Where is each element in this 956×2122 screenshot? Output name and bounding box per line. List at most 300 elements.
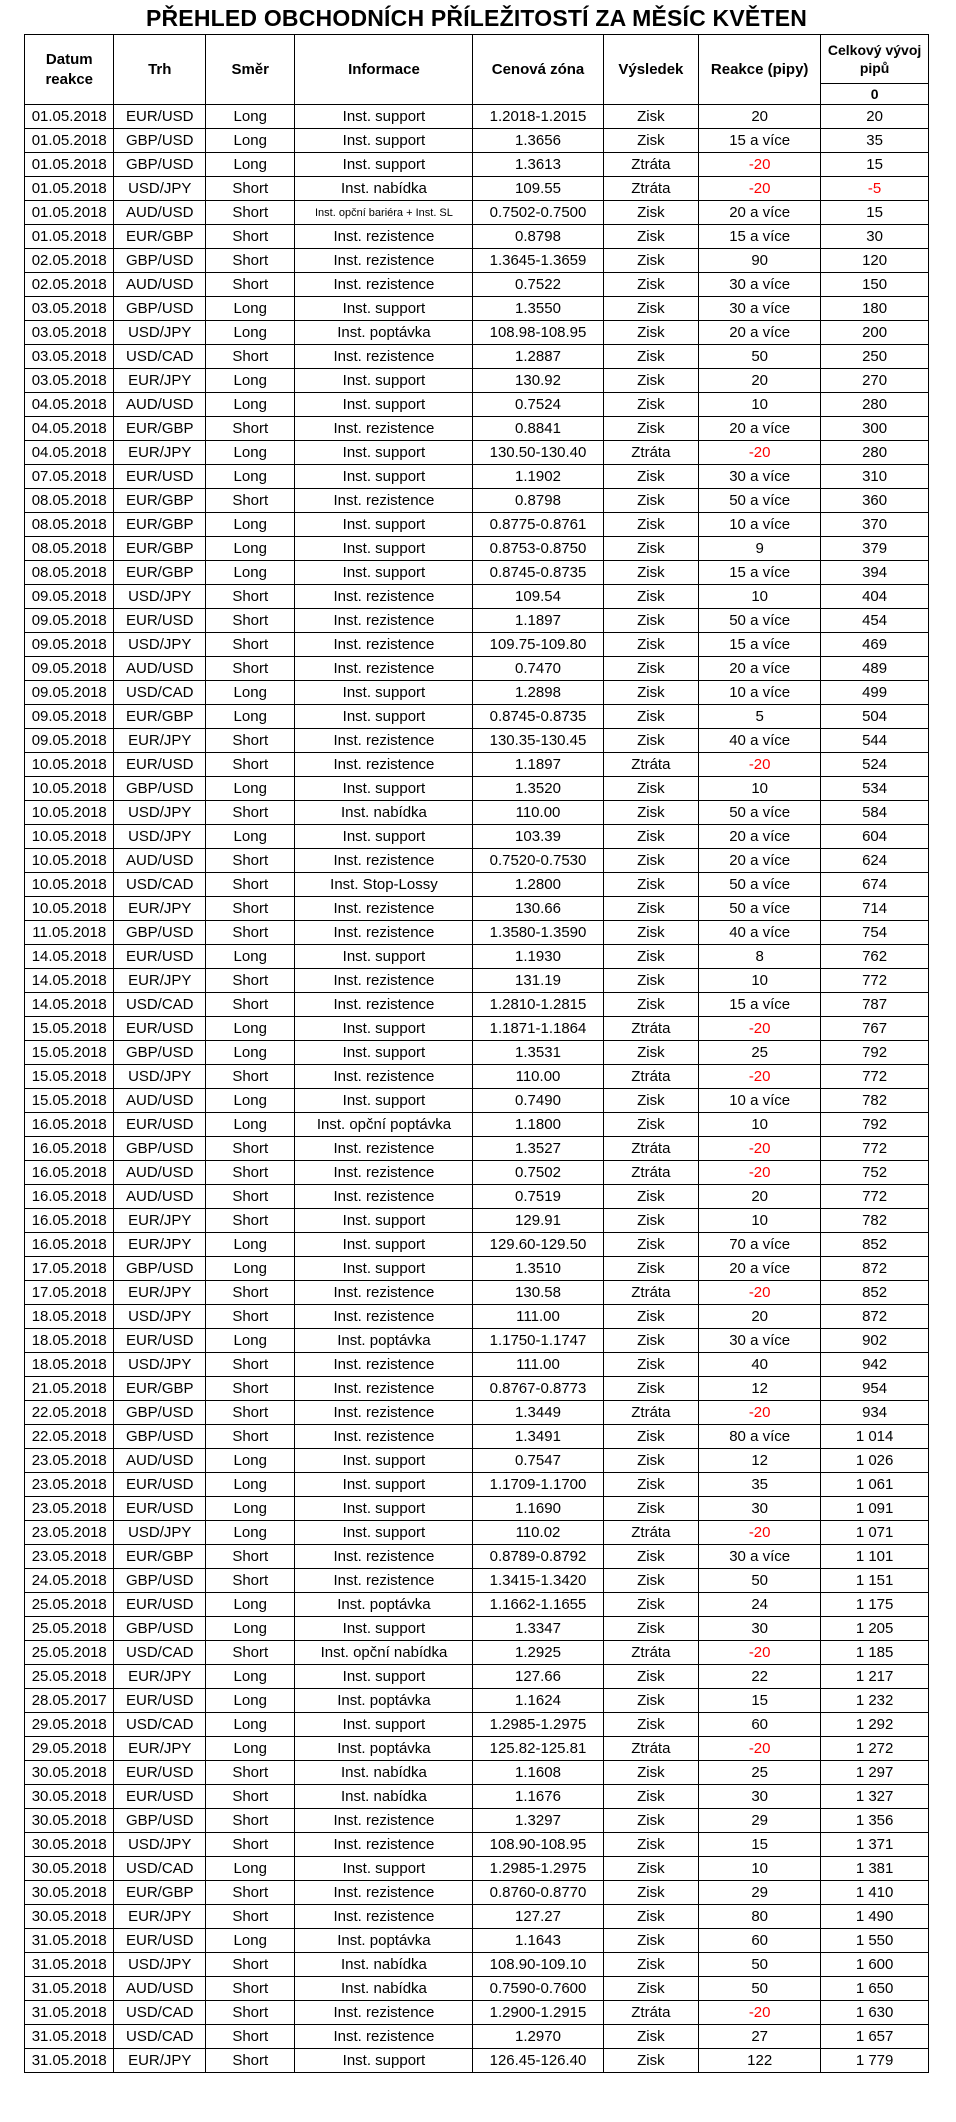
cell-vysledek: Zisk (603, 2049, 699, 2073)
cell-zona: 0.8767-0.8773 (473, 1377, 603, 1401)
cell-vysledek: Zisk (603, 1209, 699, 1233)
cell-vyvoj: 1 101 (821, 1545, 929, 1569)
cell-vyvoj: 1 014 (821, 1425, 929, 1449)
cell-datum: 30.05.2018 (25, 1785, 114, 1809)
cell-trh: EUR/JPY (114, 1737, 206, 1761)
cell-datum: 16.05.2018 (25, 1113, 114, 1137)
cell-reakce: -20 (699, 1641, 821, 1665)
cell-reakce: 50 a více (699, 489, 821, 513)
table-row (25, 1233, 929, 1257)
cell-informace: Inst. opční bariéra + Inst. SL (295, 201, 473, 225)
cell-smer: Long (206, 1665, 295, 1689)
cell-informace: Inst. poptávka (295, 1689, 473, 1713)
cell-zona: 1.1662-1.1655 (473, 1593, 603, 1617)
cell-vysledek: Zisk (603, 201, 699, 225)
cell-smer: Short (206, 609, 295, 633)
cell-smer: Long (206, 1737, 295, 1761)
cell-zona: 127.27 (473, 1905, 603, 1929)
table-row (25, 609, 929, 633)
table-row (25, 777, 929, 801)
cell-trh: AUD/USD (114, 201, 206, 225)
cell-informace: Inst. support (295, 1713, 473, 1737)
cell-vyvoj: 772 (821, 969, 929, 993)
table-row (25, 1545, 929, 1569)
cell-vyvoj: 852 (821, 1281, 929, 1305)
cell-vyvoj: 270 (821, 369, 929, 393)
table-row (25, 1833, 929, 1857)
cell-reakce: 90 (699, 249, 821, 273)
cell-datum: 30.05.2018 (25, 1833, 114, 1857)
cell-informace: Inst. rezistence (295, 1833, 473, 1857)
cell-datum: 09.05.2018 (25, 609, 114, 633)
cell-vyvoj: 1 071 (821, 1521, 929, 1545)
cell-reakce: 20 a více (699, 417, 821, 441)
table-row (25, 585, 929, 609)
cell-datum: 01.05.2018 (25, 201, 114, 225)
cell-vysledek: Zisk (603, 1305, 699, 1329)
cell-reakce: 60 (699, 1713, 821, 1737)
cell-vysledek: Ztráta (603, 1641, 699, 1665)
table-row (25, 1449, 929, 1473)
cell-datum: 09.05.2018 (25, 729, 114, 753)
cell-smer: Long (206, 129, 295, 153)
cell-vysledek: Ztráta (603, 1281, 699, 1305)
cell-vyvoj: 714 (821, 897, 929, 921)
cell-reakce: -20 (699, 1137, 821, 1161)
cell-reakce: 15 (699, 1833, 821, 1857)
cell-trh: EUR/JPY (114, 1905, 206, 1929)
cell-zona: 0.7590-0.7600 (473, 1977, 603, 2001)
cell-trh: AUD/USD (114, 1977, 206, 2001)
cell-reakce: 10 (699, 393, 821, 417)
cell-reakce: 50 (699, 345, 821, 369)
cell-vyvoj: 604 (821, 825, 929, 849)
cell-smer: Long (206, 1497, 295, 1521)
cell-datum: 09.05.2018 (25, 633, 114, 657)
cell-reakce: 20 a více (699, 825, 821, 849)
cell-vyvoj: 1 356 (821, 1809, 929, 1833)
cell-datum: 31.05.2018 (25, 2049, 114, 2073)
cell-vysledek: Zisk (603, 369, 699, 393)
cell-vyvoj: 15 (821, 201, 929, 225)
cell-datum: 10.05.2018 (25, 849, 114, 873)
table-row (25, 1953, 929, 1977)
cell-vyvoj: 1 490 (821, 1905, 929, 1929)
cell-zona: 1.2900-1.2915 (473, 2001, 603, 2025)
cell-datum: 15.05.2018 (25, 1089, 114, 1113)
cell-vysledek: Ztráta (603, 1137, 699, 1161)
cell-informace: Inst. rezistence (295, 609, 473, 633)
cell-vysledek: Zisk (603, 1113, 699, 1137)
cell-vyvoj: 792 (821, 1041, 929, 1065)
cell-datum: 01.05.2018 (25, 153, 114, 177)
cell-smer: Short (206, 201, 295, 225)
cell-trh: USD/CAD (114, 1713, 206, 1737)
cell-reakce: 50 a více (699, 801, 821, 825)
cell-reakce: 50 a více (699, 897, 821, 921)
cell-datum: 15.05.2018 (25, 1041, 114, 1065)
cell-vysledek: Zisk (603, 897, 699, 921)
cell-vysledek: Zisk (603, 777, 699, 801)
cell-smer: Long (206, 321, 295, 345)
cell-vysledek: Zisk (603, 633, 699, 657)
cell-datum: 11.05.2018 (25, 921, 114, 945)
cell-informace: Inst. nabídka (295, 177, 473, 201)
cell-reakce: 12 (699, 1377, 821, 1401)
cell-reakce: 20 (699, 105, 821, 129)
cell-informace: Inst. rezistence (295, 489, 473, 513)
cell-informace: Inst. rezistence (295, 1905, 473, 1929)
cell-reakce: -20 (699, 1017, 821, 1041)
cell-vyvoj: 1 650 (821, 1977, 929, 2001)
cell-smer: Long (206, 1233, 295, 1257)
cell-datum: 18.05.2018 (25, 1305, 114, 1329)
report-title: PŘEHLED OBCHODNÍCH PŘÍLEŽITOSTÍ ZA MĚSÍC KVĚTEN (145, 5, 808, 31)
cell-smer: Short (206, 345, 295, 369)
table-row (25, 897, 929, 921)
cell-zona: 1.2810-1.2815 (473, 993, 603, 1017)
cell-vyvoj: 300 (821, 417, 929, 441)
table-row (25, 1209, 929, 1233)
table-row (25, 1473, 929, 1497)
cell-zona: 1.3347 (473, 1617, 603, 1641)
cell-reakce: 10 a více (699, 1089, 821, 1113)
cell-zona: 1.3550 (473, 297, 603, 321)
cell-zona: 110.02 (473, 1521, 603, 1545)
cell-trh: EUR/USD (114, 1113, 206, 1137)
table-row (25, 273, 929, 297)
cell-smer: Long (206, 441, 295, 465)
table-row (25, 1113, 929, 1137)
cell-smer: Short (206, 1545, 295, 1569)
cell-datum: 31.05.2018 (25, 1953, 114, 1977)
cell-trh: GBP/USD (114, 1617, 206, 1641)
cell-reakce: 20 a více (699, 849, 821, 873)
cell-trh: USD/CAD (114, 2001, 206, 2025)
cell-informace: Inst. support (295, 945, 473, 969)
table-row (25, 1641, 929, 1665)
cell-reakce: 80 (699, 1905, 821, 1929)
table-row (25, 1593, 929, 1617)
cell-trh: EUR/JPY (114, 369, 206, 393)
cell-vyvoj: 1 410 (821, 1881, 929, 1905)
cell-smer: Long (206, 1617, 295, 1641)
cell-datum: 29.05.2018 (25, 1713, 114, 1737)
cell-trh: GBP/USD (114, 1257, 206, 1281)
cell-reakce: 50 a více (699, 873, 821, 897)
cell-vysledek: Zisk (603, 129, 699, 153)
cell-smer: Short (206, 2049, 295, 2073)
cell-smer: Short (206, 801, 295, 825)
cell-trh: EUR/USD (114, 1017, 206, 1041)
cell-smer: Short (206, 1185, 295, 1209)
cell-smer: Long (206, 105, 295, 129)
cell-zona: 0.7522 (473, 273, 603, 297)
cell-vyvoj: 1 327 (821, 1785, 929, 1809)
table-row (25, 1089, 929, 1113)
cell-smer: Long (206, 1041, 295, 1065)
cell-smer: Long (206, 393, 295, 417)
cell-smer: Short (206, 633, 295, 657)
cell-datum: 25.05.2018 (25, 1617, 114, 1641)
table-row (25, 1713, 929, 1737)
cell-vysledek: Zisk (603, 1881, 699, 1905)
cell-zona: 1.1897 (473, 609, 603, 633)
cell-vyvoj: 489 (821, 657, 929, 681)
cell-vyvoj: 1 091 (821, 1497, 929, 1521)
cell-smer: Short (206, 249, 295, 273)
cell-reakce: 20 (699, 1305, 821, 1329)
cell-smer: Long (206, 153, 295, 177)
cell-vysledek: Zisk (603, 945, 699, 969)
cell-datum: 31.05.2018 (25, 1977, 114, 2001)
cell-vysledek: Zisk (603, 921, 699, 945)
cell-datum: 30.05.2018 (25, 1905, 114, 1929)
cell-reakce: 70 a více (699, 1233, 821, 1257)
cell-vysledek: Zisk (603, 1353, 699, 1377)
cell-trh: EUR/GBP (114, 225, 206, 249)
cell-informace: Inst. rezistence (295, 633, 473, 657)
cell-informace: Inst. support (295, 705, 473, 729)
cell-vysledek: Zisk (603, 1785, 699, 1809)
cell-reakce: 50 (699, 1953, 821, 1977)
cell-smer: Short (206, 657, 295, 681)
table-row (25, 441, 929, 465)
table-row (25, 2049, 929, 2073)
cell-vyvoj: 1 630 (821, 2001, 929, 2025)
cell-zona: 125.82-125.81 (473, 1737, 603, 1761)
cell-vyvoj: 394 (821, 561, 929, 585)
cell-vysledek: Zisk (603, 657, 699, 681)
table-row (25, 225, 929, 249)
cell-vysledek: Zisk (603, 1545, 699, 1569)
cell-trh: USD/JPY (114, 633, 206, 657)
cell-zona: 130.92 (473, 369, 603, 393)
cell-vysledek: Zisk (603, 969, 699, 993)
cell-trh: EUR/JPY (114, 897, 206, 921)
cell-datum: 22.05.2018 (25, 1401, 114, 1425)
cell-smer: Long (206, 1473, 295, 1497)
cell-informace: Inst. rezistence (295, 585, 473, 609)
cell-reakce: 30 (699, 1497, 821, 1521)
cell-informace: Inst. rezistence (295, 1425, 473, 1449)
cell-trh: USD/JPY (114, 1065, 206, 1089)
cell-zona: 1.3645-1.3659 (473, 249, 603, 273)
cell-informace: Inst. support (295, 513, 473, 537)
cell-datum: 24.05.2018 (25, 1569, 114, 1593)
cell-informace: Inst. rezistence (295, 1353, 473, 1377)
cell-zona: 0.8775-0.8761 (473, 513, 603, 537)
cell-datum: 08.05.2018 (25, 561, 114, 585)
cell-zona: 1.2985-1.2975 (473, 1857, 603, 1881)
cell-datum: 23.05.2018 (25, 1449, 114, 1473)
cell-smer: Long (206, 369, 295, 393)
cell-vysledek: Zisk (603, 345, 699, 369)
cell-reakce: 10 (699, 777, 821, 801)
cell-trh: EUR/GBP (114, 489, 206, 513)
cell-reakce: 30 a více (699, 273, 821, 297)
cell-smer: Long (206, 1089, 295, 1113)
cell-smer: Short (206, 849, 295, 873)
table-row (25, 633, 929, 657)
cell-informace: Inst. rezistence (295, 2001, 473, 2025)
cell-vyvoj: 15 (821, 153, 929, 177)
cell-reakce: 122 (699, 2049, 821, 2073)
cell-vyvoj: 782 (821, 1209, 929, 1233)
cell-informace: Inst. rezistence (295, 897, 473, 921)
cell-vyvoj: 1 550 (821, 1929, 929, 1953)
cell-smer: Short (206, 1161, 295, 1185)
cell-trh: EUR/JPY (114, 441, 206, 465)
cell-vyvoj: 1 297 (821, 1761, 929, 1785)
table-row (25, 1065, 929, 1089)
cell-datum: 15.05.2018 (25, 1017, 114, 1041)
table-row (25, 1425, 929, 1449)
cell-vyvoj: 872 (821, 1305, 929, 1329)
cell-zona: 1.1608 (473, 1761, 603, 1785)
cell-zona: 130.50-130.40 (473, 441, 603, 465)
cell-reakce: 15 a více (699, 561, 821, 585)
cell-reakce: -20 (699, 177, 821, 201)
table-row (25, 1401, 929, 1425)
cell-smer: Short (206, 1377, 295, 1401)
cell-reakce: 35 (699, 1473, 821, 1497)
cell-zona: 109.55 (473, 177, 603, 201)
cell-zona: 0.7547 (473, 1449, 603, 1473)
cell-informace: Inst. support (295, 1017, 473, 1041)
cell-smer: Short (206, 993, 295, 1017)
cell-vysledek: Zisk (603, 1497, 699, 1521)
cell-zona: 1.3531 (473, 1041, 603, 1065)
table-row (25, 705, 929, 729)
cell-informace: Inst. rezistence (295, 729, 473, 753)
cell-zona: 129.60-129.50 (473, 1233, 603, 1257)
cell-trh: EUR/GBP (114, 417, 206, 441)
cell-reakce: 15 a více (699, 129, 821, 153)
cell-datum: 25.05.2018 (25, 1665, 114, 1689)
cell-trh: AUD/USD (114, 393, 206, 417)
cell-vyvoj: 454 (821, 609, 929, 633)
cell-datum: 28.05.2017 (25, 1689, 114, 1713)
cell-informace: Inst. support (295, 129, 473, 153)
cell-vysledek: Ztráta (603, 1401, 699, 1425)
header-vyvoj: Celkový vývoj pipů (821, 35, 929, 84)
cell-trh: EUR/USD (114, 945, 206, 969)
cell-datum: 09.05.2018 (25, 657, 114, 681)
cell-datum: 18.05.2018 (25, 1329, 114, 1353)
cell-smer: Short (206, 921, 295, 945)
cell-vysledek: Zisk (603, 681, 699, 705)
cell-zona: 1.1897 (473, 753, 603, 777)
cell-informace: Inst. support (295, 681, 473, 705)
cell-vysledek: Zisk (603, 1593, 699, 1617)
cell-datum: 03.05.2018 (25, 345, 114, 369)
cell-reakce: 10 (699, 969, 821, 993)
table-row (25, 1185, 929, 1209)
table-row (25, 153, 929, 177)
table-row (25, 873, 929, 897)
table-row (25, 1329, 929, 1353)
cell-datum: 23.05.2018 (25, 1545, 114, 1569)
cell-vyvoj: 1 292 (821, 1713, 929, 1737)
table-row (25, 681, 929, 705)
cell-datum: 08.05.2018 (25, 513, 114, 537)
cell-reakce: 12 (699, 1449, 821, 1473)
table-row (25, 1281, 929, 1305)
cell-trh: EUR/GBP (114, 1545, 206, 1569)
cell-informace: Inst. rezistence (295, 921, 473, 945)
cell-reakce: -20 (699, 2001, 821, 2025)
cell-zona: 1.1643 (473, 1929, 603, 1953)
cell-trh: EUR/USD (114, 1329, 206, 1353)
cell-reakce: 20 a více (699, 1257, 821, 1281)
cell-vyvoj: 767 (821, 1017, 929, 1041)
cell-smer: Long (206, 1857, 295, 1881)
cell-vysledek: Zisk (603, 249, 699, 273)
cell-trh: AUD/USD (114, 273, 206, 297)
cell-vyvoj: 504 (821, 705, 929, 729)
cell-trh: USD/JPY (114, 1521, 206, 1545)
cell-reakce: 15 a více (699, 225, 821, 249)
cell-reakce: -20 (699, 753, 821, 777)
table-row (25, 1137, 929, 1161)
cell-vysledek: Zisk (603, 729, 699, 753)
cell-zona: 1.3613 (473, 153, 603, 177)
cell-vysledek: Zisk (603, 273, 699, 297)
cell-informace: Inst. support (295, 1617, 473, 1641)
cell-datum: 25.05.2018 (25, 1593, 114, 1617)
cell-vysledek: Zisk (603, 1857, 699, 1881)
cell-reakce: -20 (699, 1401, 821, 1425)
table-row (25, 825, 929, 849)
cell-zona: 1.1871-1.1864 (473, 1017, 603, 1041)
cell-vysledek: Zisk (603, 1233, 699, 1257)
cell-vyvoj: 360 (821, 489, 929, 513)
cell-zona: 1.1800 (473, 1113, 603, 1137)
cell-smer: Short (206, 1953, 295, 1977)
cell-datum: 17.05.2018 (25, 1281, 114, 1305)
cell-datum: 25.05.2018 (25, 1641, 114, 1665)
cell-vyvoj: 469 (821, 633, 929, 657)
cell-zona: 1.1624 (473, 1689, 603, 1713)
cell-zona: 1.2018-1.2015 (473, 105, 603, 129)
cell-datum: 10.05.2018 (25, 873, 114, 897)
cell-datum: 08.05.2018 (25, 489, 114, 513)
cell-trh: AUD/USD (114, 1161, 206, 1185)
cell-trh: USD/CAD (114, 345, 206, 369)
cell-smer: Long (206, 1329, 295, 1353)
cell-reakce: 10 a více (699, 681, 821, 705)
table-row (25, 1377, 929, 1401)
cell-zona: 108.90-109.10 (473, 1953, 603, 1977)
table-row (25, 417, 929, 441)
cell-informace: Inst. rezistence (295, 969, 473, 993)
cell-zona: 1.1902 (473, 465, 603, 489)
cell-reakce: 20 a více (699, 657, 821, 681)
cell-vysledek: Zisk (603, 1713, 699, 1737)
cell-reakce: 9 (699, 537, 821, 561)
cell-datum: 30.05.2018 (25, 1809, 114, 1833)
table-row (25, 2001, 929, 2025)
cell-vysledek: Zisk (603, 825, 699, 849)
cell-trh: GBP/USD (114, 1569, 206, 1593)
cell-reakce: 30 (699, 1785, 821, 1809)
cell-vysledek: Ztráta (603, 177, 699, 201)
table-row (25, 321, 929, 345)
cell-vysledek: Zisk (603, 225, 699, 249)
cell-smer: Short (206, 1425, 295, 1449)
cell-trh: USD/JPY (114, 1833, 206, 1857)
